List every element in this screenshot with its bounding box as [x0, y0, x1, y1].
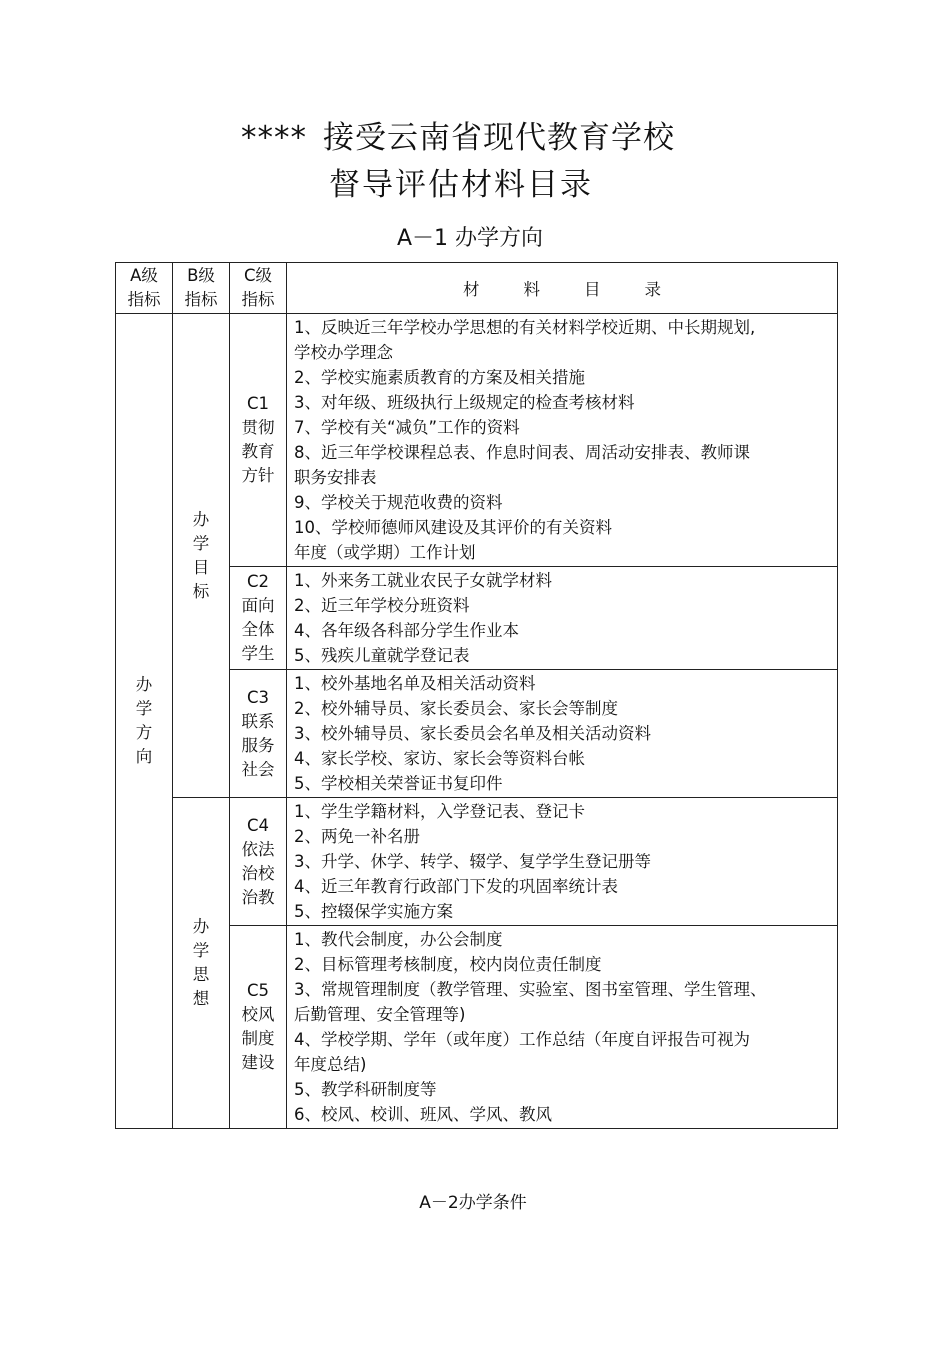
list-item: 3、对年级、班级执行上级规定的检查考核材料: [294, 393, 635, 412]
list-item: 7、学校有关“减负”工作的资料: [294, 418, 520, 437]
c2-material-list: [287, 567, 838, 670]
list-item: 4、近三年教育行政部门下发的巩固率统计表: [294, 877, 618, 896]
list-item: 1、校外基地名单及相关活动资料: [294, 674, 536, 693]
header-b-level: B级 指标: [173, 263, 230, 314]
table-row-c4: [116, 798, 838, 926]
list-item: 4、学校学期、学年（或年度）工作总结（年度自评报告可视为: [294, 1030, 750, 1049]
header-a-level: A级 指标: [116, 263, 173, 314]
list-item: 2、近三年学校分班资料: [294, 596, 470, 615]
list-item: 1、教代会制度，办公会制度: [294, 930, 503, 949]
list-item: 1、外来务工就业农民子女就学材料: [294, 571, 552, 590]
a-level-label: 办 学 方 向: [116, 314, 173, 1129]
c1-material-list: [287, 314, 838, 567]
section-title-a2: A－2办学条件: [419, 1193, 527, 1213]
materials-catalog-table: [115, 262, 838, 1129]
list-item: 职务安排表: [294, 468, 377, 487]
header-materials-catalog: 材 料 目 录: [287, 263, 838, 314]
list-item: 年度（或学期）工作计划: [294, 543, 476, 562]
list-item: 5、教学科研制度等: [294, 1080, 437, 1099]
list-item: 2、目标管理考核制度，校内岗位责任制度: [294, 955, 602, 974]
list-item: 1、反映近三年学校办学思想的有关材料学校近期、中长期规划,: [294, 318, 756, 337]
list-item: 3、校外辅导员、家长委员会名单及相关活动资料: [294, 724, 651, 743]
list-item: 10、学校师德师风建设及其评价的有关资料: [294, 518, 612, 537]
document-title-line1: [0, 118, 916, 158]
list-item: 5、学校相关荣誉证书复印件: [294, 774, 503, 793]
c5-material-list: [287, 926, 838, 1129]
header-c-level: C级 指标: [230, 263, 287, 314]
list-item: 后勤管理、安全管理等): [294, 1005, 466, 1024]
list-item: 5、残疾儿童就学登记表: [294, 646, 470, 665]
c5-label: C5 校风 制度 建设: [230, 926, 287, 1129]
c1-label: C1 贯彻 教育 方针: [230, 314, 287, 567]
list-item: 2、两免一补名册: [294, 827, 420, 846]
c3-material-list: [287, 670, 838, 798]
list-item: 2、学校实施素质教育的方案及相关措施: [294, 368, 585, 387]
list-item: 3、常规管理制度（教学管理、实验室、图书室管理、学生管理、: [294, 980, 767, 999]
section-title-a1: A－1 办学方向: [396, 226, 544, 251]
title-text: 接受云南省现代教育学校: [323, 120, 675, 156]
list-item: 学校办学理念: [294, 343, 393, 362]
table-header-row: [116, 263, 838, 314]
c4-label: C4 依法 治校 治教: [230, 798, 287, 926]
list-item: 2、校外辅导员、家长委员会、家长会等制度: [294, 699, 618, 718]
document-title-line2: 督导评估材料目录: [329, 167, 593, 203]
list-item: 6、校风、校训、班风、学风、教风: [294, 1105, 552, 1124]
list-item: 8、近三年学校课程总表、作息时间表、周活动安排表、教师课: [294, 443, 750, 462]
list-item: 年度总结): [294, 1055, 367, 1074]
title-prefix: ****: [241, 120, 307, 156]
table-row-c1: [116, 314, 838, 567]
list-item: 9、学校关于规范收费的资料: [294, 493, 503, 512]
c2-label: C2 面向 全体 学生: [230, 567, 287, 670]
list-item: 4、各年级各科部分学生作业本: [294, 621, 519, 640]
list-item: 5、控辍保学实施方案: [294, 902, 453, 921]
c4-material-list: [287, 798, 838, 926]
list-item: 3、升学、休学、转学、辍学、复学学生登记册等: [294, 852, 651, 871]
b-level-label-thought: 办 学 思 想: [173, 798, 230, 1129]
b-level-label-goals: 办 学 目 标: [173, 314, 230, 798]
list-item: 4、家长学校、家访、家长会等资料台帐: [294, 749, 585, 768]
list-item: 1、学生学籍材料，入学登记表、登记卡: [294, 802, 585, 821]
c3-label: C3 联系 服务 社会: [230, 670, 287, 798]
